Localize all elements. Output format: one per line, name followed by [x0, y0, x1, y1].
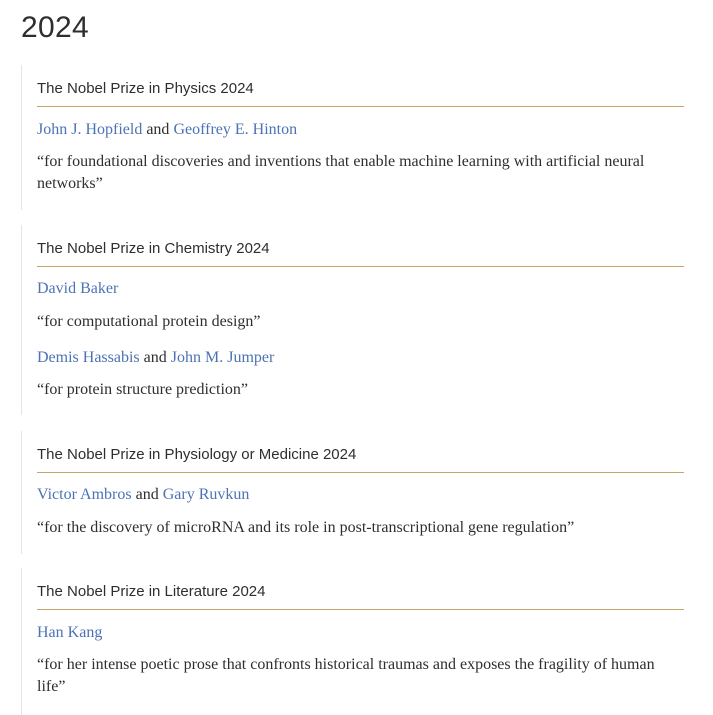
prize-block-chemistry	[21, 225, 684, 415]
prize-motivation: “for her intense poetic prose that confronts historical traumas and exposes the fragility of human life”	[37, 656, 655, 695]
year-heading: 2024	[21, 11, 89, 44]
laureate-line	[37, 119, 684, 141]
and-text: and	[146, 121, 170, 138]
laureate-line	[37, 484, 684, 506]
prize-title: The Nobel Prize in Literature 2024	[37, 582, 684, 610]
laureate-link-jumper[interactable]: John M. Jumper	[170, 349, 275, 366]
prize-block-physics	[21, 65, 684, 210]
laureate-link-ambros[interactable]: Victor Ambros	[37, 486, 132, 503]
laureate-line	[37, 347, 684, 369]
laureate-link-hassabis[interactable]: Demis Hassabis	[37, 349, 140, 366]
prize-motivation: “for foundational discoveries and inventions that enable machine learning with artificial neural networks”	[37, 153, 645, 192]
prize-block-medicine	[21, 431, 684, 554]
laureate-link-hopfield[interactable]: John J. Hopfield	[37, 121, 143, 138]
prize-block-literature	[21, 568, 684, 715]
laureate-line	[37, 278, 684, 300]
prize-motivation: “for the discovery of microRNA and its role in post-transcriptional gene regulation”	[37, 519, 575, 536]
laureate-line	[37, 622, 684, 644]
and-text: and	[135, 486, 159, 503]
prize-title: The Nobel Prize in Physics 2024	[37, 79, 684, 107]
prize-title: The Nobel Prize in Chemistry 2024	[37, 239, 684, 267]
laureate-link-ruvkun[interactable]: Gary Ruvkun	[162, 486, 250, 503]
laureate-link-baker[interactable]: David Baker	[37, 280, 119, 297]
laureate-link-hinton[interactable]: Geoffrey E. Hinton	[173, 121, 298, 138]
and-text: and	[143, 349, 167, 366]
laureate-link-han-kang[interactable]: Han Kang	[37, 624, 103, 641]
prize-title: The Nobel Prize in Physiology or Medicine 2024	[37, 445, 684, 473]
prize-motivation: “for protein structure prediction”	[37, 381, 249, 398]
prize-motivation: “for computational protein design”	[37, 313, 261, 330]
